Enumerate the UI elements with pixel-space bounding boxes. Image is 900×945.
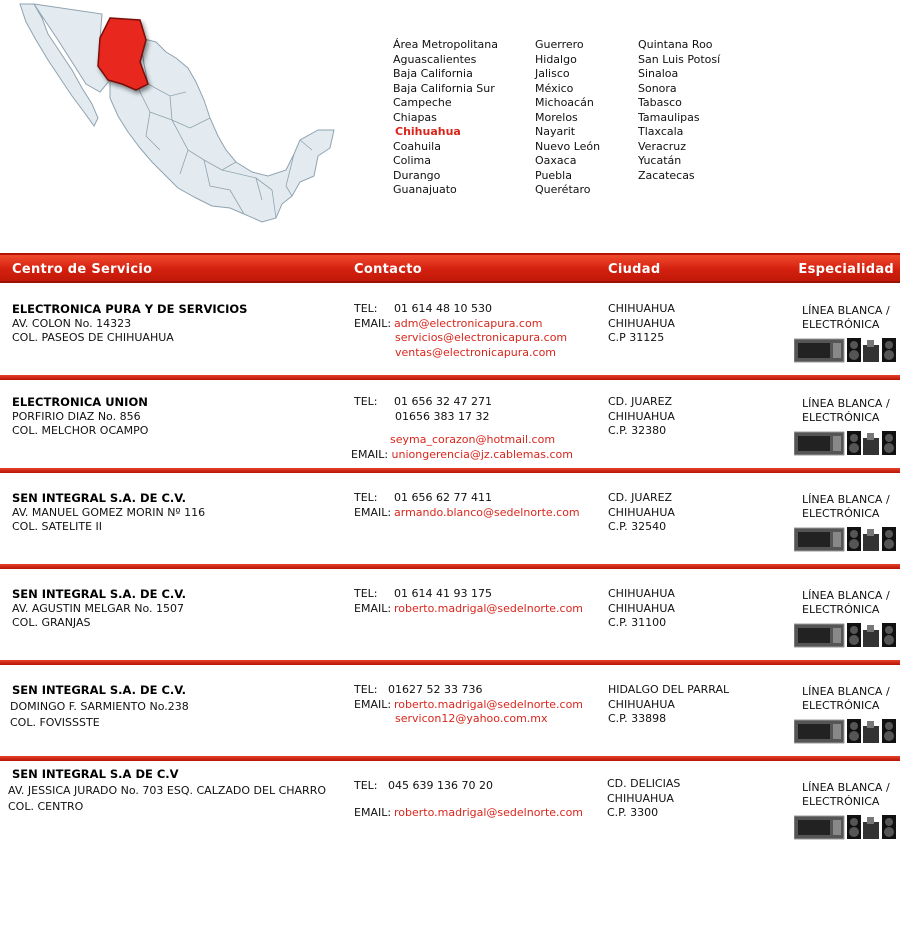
state-link[interactable]: Sinaloa (638, 67, 679, 80)
state-link[interactable]: Quintana Roo (638, 38, 713, 51)
phone-number-2: 01656 383 17 32 (395, 409, 490, 423)
state: CHIHUAHUA (608, 409, 675, 423)
state-link[interactable]: Tamaulipas (638, 110, 700, 124)
state-link[interactable]: Nayarit (535, 125, 576, 138)
city-info (608, 683, 729, 727)
service-name: ELECTRONICA UNION (12, 395, 148, 409)
specialty-line-1: LÍNEA BLANCA / (802, 589, 890, 602)
email-link[interactable]: servicon12@yahoo.com.mx (395, 712, 548, 725)
state-link[interactable]: Yucatán (638, 154, 682, 167)
tel-label: TEL: (354, 302, 378, 315)
table-row (0, 473, 900, 565)
specialty (802, 685, 890, 713)
state-link[interactable]: Zacatecas (638, 168, 695, 182)
specialty-line-2: ELECTRÓNICA (802, 318, 880, 331)
state-link[interactable]: Baja California Sur (393, 81, 495, 95)
state-link[interactable]: Coahuila (393, 139, 441, 153)
city-info (608, 491, 675, 535)
specialty (802, 397, 890, 425)
tel-label: TEL: (354, 587, 378, 600)
specialty (802, 589, 890, 617)
specialty-line-2: ELECTRÓNICA (802, 411, 880, 424)
specialty-line-2: ELECTRÓNICA (802, 699, 880, 712)
service-center (12, 491, 205, 535)
state-column-2 (535, 38, 600, 198)
service-colony: COL. MELCHOR OCAMPO (12, 424, 149, 437)
state-link[interactable]: Oaxaca (535, 154, 577, 167)
state-link[interactable]: Guanajuato (393, 183, 457, 196)
email-label: EMAIL: (354, 505, 392, 519)
service-center (12, 395, 148, 439)
service-center (8, 767, 326, 815)
service-center (12, 587, 186, 631)
state: CHIHUAHUA (608, 601, 675, 615)
tel-label: TEL: (354, 779, 378, 792)
service-name: ELECTRONICA PURA Y DE SERVICIOS (12, 302, 248, 316)
phone-number: 01 614 48 10 530 (394, 302, 492, 315)
tel-label: TEL: (354, 491, 378, 504)
email-link[interactable]: servicios@electronicapura.com (395, 331, 568, 344)
email-link[interactable]: uniongerencia@jz.cablemas.com (391, 447, 573, 461)
contact-info (354, 587, 583, 616)
zip-code: C.P. 32540 (608, 520, 667, 533)
appliances-icon (794, 430, 898, 456)
state-column-1 (393, 38, 498, 198)
email-link[interactable]: roberto.madrigal@sedelnorte.com (394, 601, 584, 615)
email-link[interactable]: seyma_corazon@hotmail.com (390, 433, 556, 446)
appliances-icon (794, 622, 898, 648)
service-colony: COL. PASEOS DE CHIHUAHUA (12, 331, 174, 344)
email-label: EMAIL: (354, 316, 392, 330)
state-link[interactable]: Tlaxcala (638, 125, 684, 138)
table-row (0, 377, 900, 469)
table-header (0, 253, 900, 283)
state-link[interactable]: Guerrero (535, 38, 584, 51)
city: HIDALGO DEL PARRAL (608, 683, 730, 696)
contact-info (354, 302, 567, 360)
specialty-line-2: ELECTRÓNICA (802, 507, 880, 520)
state-link[interactable]: Durango (393, 168, 441, 182)
appliances-icon (794, 718, 898, 744)
zip-code: C.P. 3300 (607, 806, 659, 819)
state-link[interactable]: Aguascalientes (393, 52, 477, 66)
zip-code: C.P. 33898 (608, 712, 667, 725)
service-colony: COL. GRANJAS (12, 616, 91, 629)
specialty-line-1: LÍNEA BLANCA / (802, 493, 890, 506)
city: CD. DELICIAS (607, 777, 681, 790)
service-address: DOMINGO F. SARMIENTO No.238 (10, 699, 189, 713)
email-link[interactable]: adm@electronicapura.com (394, 316, 543, 330)
zip-code: C.P 31125 (608, 331, 665, 344)
specialty-line-1: LÍNEA BLANCA / (802, 304, 890, 317)
city-info (608, 395, 675, 439)
service-name: SEN INTEGRAL S.A. DE C.V. (12, 683, 187, 697)
appliances-icon (794, 814, 898, 840)
city: CD. JUAREZ (608, 491, 673, 504)
zip-code: C.P. 31100 (608, 616, 667, 629)
mexico-map[interactable] (0, 0, 345, 230)
email-link[interactable]: roberto.madrigal@sedelnorte.com (394, 805, 584, 819)
specialty (802, 304, 890, 332)
specialty (802, 493, 890, 521)
specialty-line-1: LÍNEA BLANCA / (802, 397, 890, 410)
state-link[interactable]: Nuevo León (535, 139, 601, 153)
appliances-icon (794, 526, 898, 552)
state: CHIHUAHUA (607, 791, 674, 805)
state-link[interactable]: Área Metropolitana (393, 38, 498, 51)
state-link[interactable]: Campeche (393, 96, 452, 109)
city: CHIHUAHUA (608, 587, 675, 600)
specialty-line-2: ELECTRÓNICA (802, 795, 880, 808)
state-link[interactable]: Colima (393, 154, 431, 167)
service-address: AV. AGUSTIN MELGAR No. 1507 (12, 601, 185, 615)
table-row (0, 284, 900, 376)
state-link[interactable]: Michoacán (535, 96, 594, 109)
email-label: EMAIL: (354, 805, 392, 819)
state-column-3 (638, 38, 720, 183)
city: CHIHUAHUA (608, 302, 675, 315)
state: CHIHUAHUA (608, 505, 675, 519)
state-link[interactable]: Querétaro (535, 183, 591, 196)
phone-number: 01 614 41 93 175 (394, 587, 492, 600)
service-colony: COL. SATELITE II (12, 520, 103, 533)
specialty-line-1: LÍNEA BLANCA / (802, 781, 890, 794)
state: CHIHUAHUA (608, 316, 675, 330)
contact-info (354, 683, 583, 727)
state-link[interactable]: Puebla (535, 168, 572, 182)
service-name: SEN INTEGRAL S.A DE C.V (12, 767, 179, 781)
state-link[interactable]: Sonora (638, 81, 677, 95)
header-contact: Contacto (354, 262, 422, 277)
state-link[interactable]: Jalisco (535, 67, 570, 80)
specialty-line-1: LÍNEA BLANCA / (802, 685, 890, 698)
header-service: Centro de Servicio (12, 262, 153, 277)
state-link[interactable]: Veracruz (638, 139, 687, 153)
email-link[interactable]: roberto.madrigal@sedelnorte.com (394, 697, 584, 711)
table-row (0, 761, 900, 853)
phone-number: 01 656 32 47 271 (394, 395, 492, 408)
service-colony: COL. CENTRO (8, 800, 84, 813)
state-link[interactable]: San Luis Potosí (638, 52, 721, 66)
tel-label: TEL: (354, 395, 378, 408)
zip-code: C.P. 32380 (608, 424, 667, 437)
specialty-line-2: ELECTRÓNICA (802, 603, 880, 616)
contact-info (354, 779, 583, 820)
service-address: AV. JESSICA JURADO No. 703 ESQ. CALZADO DEL CHARRO (8, 783, 326, 797)
city-info (608, 302, 675, 346)
service-name: SEN INTEGRAL S.A. DE C.V. (12, 587, 187, 601)
state-link[interactable]: Morelos (535, 110, 578, 124)
email-label: EMAIL: (351, 447, 389, 461)
contact-info (351, 395, 573, 462)
service-address: AV. MANUEL GOMEZ MORIN Nº 116 (12, 505, 206, 519)
service-center (12, 302, 247, 346)
email-label: EMAIL: (354, 601, 392, 615)
appliances-icon (794, 337, 898, 363)
state-link-selected[interactable]: Chihuahua (395, 125, 461, 138)
service-name: SEN INTEGRAL S.A. DE C.V. (12, 491, 187, 505)
phone-number: 01 656 62 77 411 (394, 491, 492, 504)
city-info (607, 777, 680, 821)
table-row (0, 665, 900, 757)
contact-info (354, 491, 580, 520)
state-link[interactable]: Hidalgo (535, 52, 577, 66)
service-address: PORFIRIO DIAZ No. 856 (12, 409, 141, 423)
service-address: AV. COLON No. 14323 (12, 316, 132, 330)
table-row (0, 569, 900, 661)
email-label: EMAIL: (354, 697, 392, 711)
specialty (802, 781, 890, 809)
city: CD. JUAREZ (608, 395, 673, 408)
phone-number: 045 639 136 70 20 (388, 779, 493, 792)
header-specialty: Especialidad (798, 262, 894, 277)
state: CHIHUAHUA (608, 697, 675, 711)
email-link[interactable]: armando.blanco@sedelnorte.com (394, 505, 580, 519)
city-info (608, 587, 675, 631)
service-colony: COL. FOVISSSTE (10, 716, 100, 729)
state-link[interactable]: Tabasco (638, 96, 682, 109)
state-link[interactable]: Chiapas (393, 110, 437, 124)
tel-label: TEL: (354, 683, 378, 696)
email-link[interactable]: ventas@electronicapura.com (395, 345, 557, 359)
state-link[interactable]: México (535, 81, 574, 95)
state-link[interactable]: Baja California (393, 67, 473, 80)
phone-number: 01627 52 33 736 (388, 683, 483, 696)
header-city: Ciudad (608, 262, 661, 277)
service-center (12, 683, 189, 731)
